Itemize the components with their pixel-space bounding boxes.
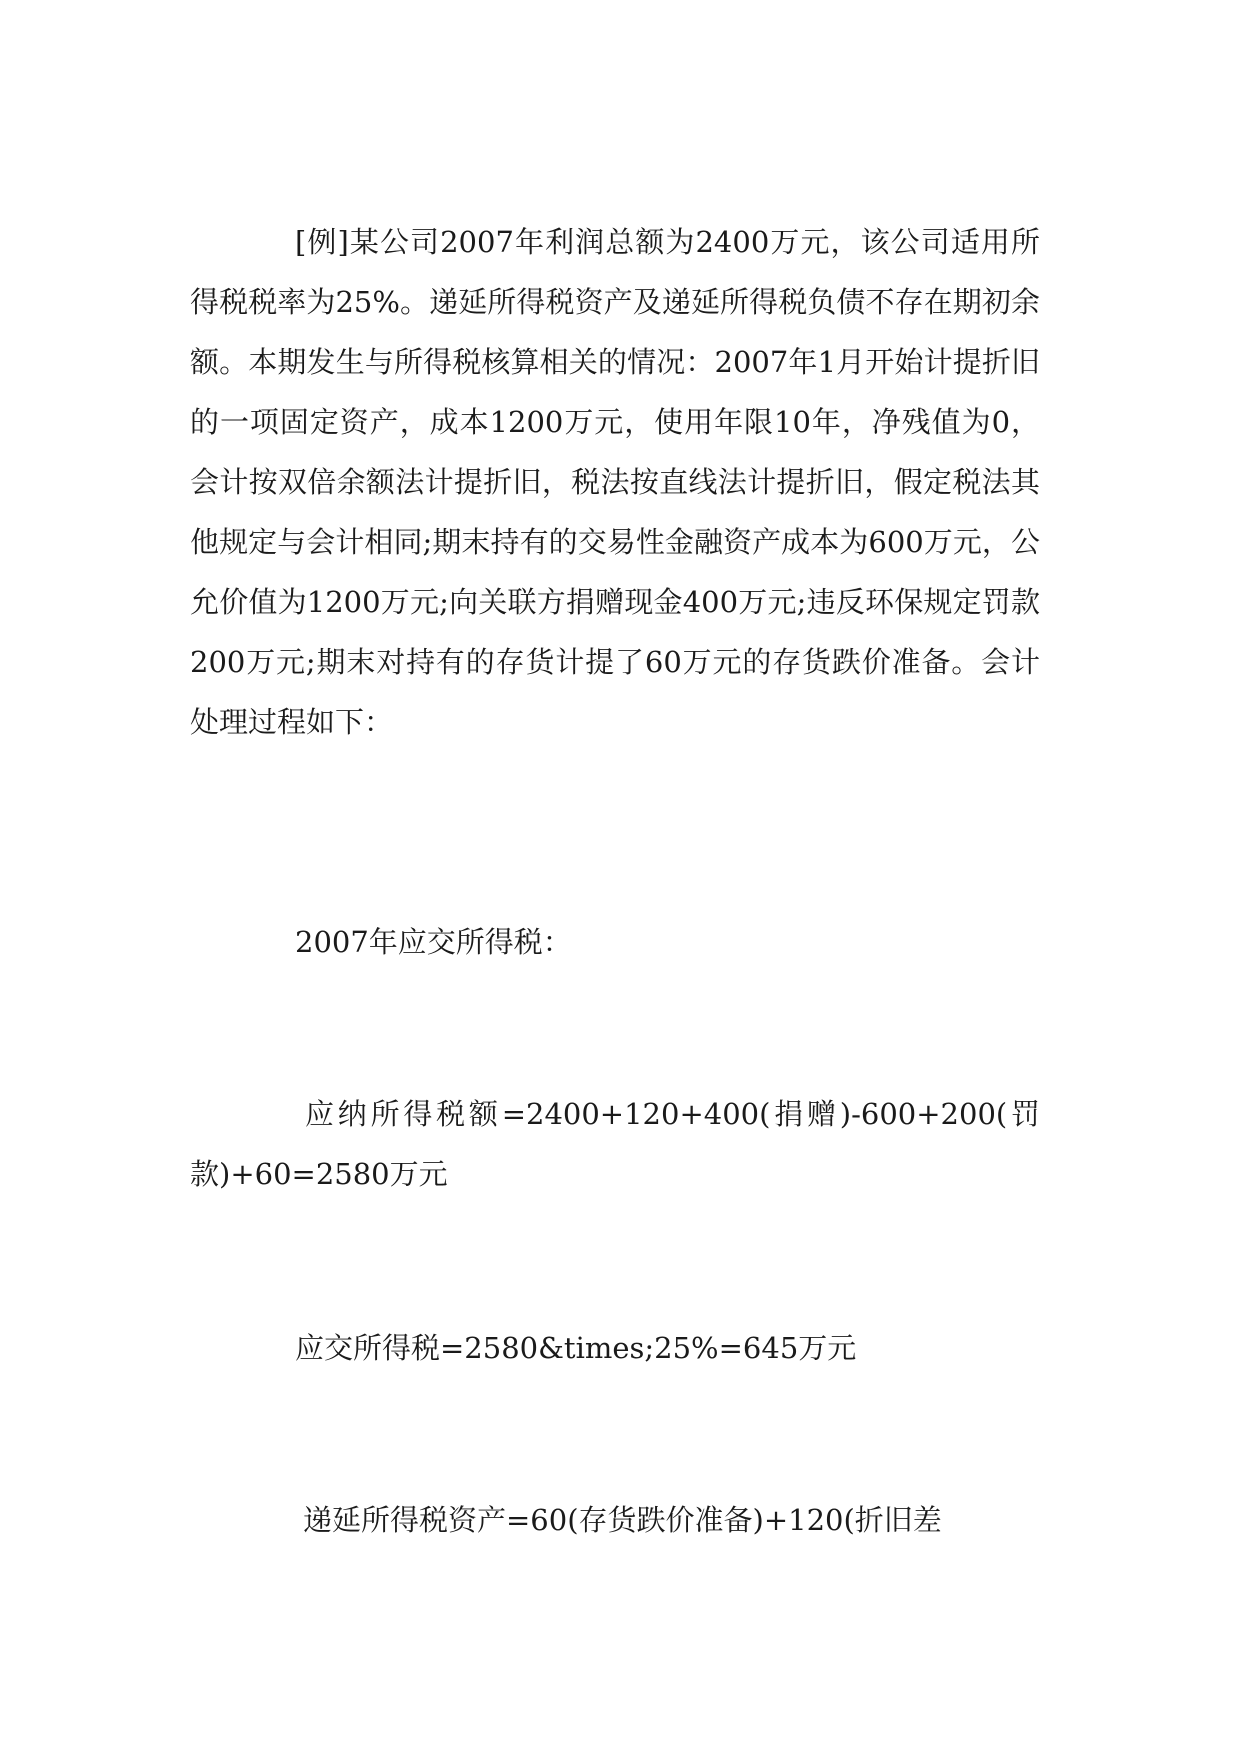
- taxable-income-formula: 应纳所得税额=2400+120+400(捐赠)-600+200(罚款)+60=2580万元: [190, 1097, 1040, 1191]
- section-heading: 2007年应交所得税：: [295, 925, 572, 959]
- example-paragraph: [例]某公司2007年利润总额为2400万元，该公司适用所得税税率为25%。递延所得税资产及递延所得税负债不存在期初余额。本期发生与所得税核算相关的情况：2007年1月开始计提折旧的一项固定资产，成本1200万元，使用年限10年，净残值为0，会计按双倍余额法计提折旧，税法按直线法计提折旧，假定税法其他规定与会计相同;期末持有的交易性金融资产成本为600万元，公允价值为1200万元;向关联方捐赠现金400万元;违反环保规定罚款200万元;期末对持有的存货计提了60万元的存货跌价准备。会计处理过程如下：: [190, 225, 1040, 739]
- tax-payable-formula: 应交所得税=2580&times;25%=645万元: [295, 1331, 857, 1365]
- deferred-tax-asset-formula: 递延所得税资产=60(存货跌价准备)+120(折旧差: [303, 1503, 942, 1537]
